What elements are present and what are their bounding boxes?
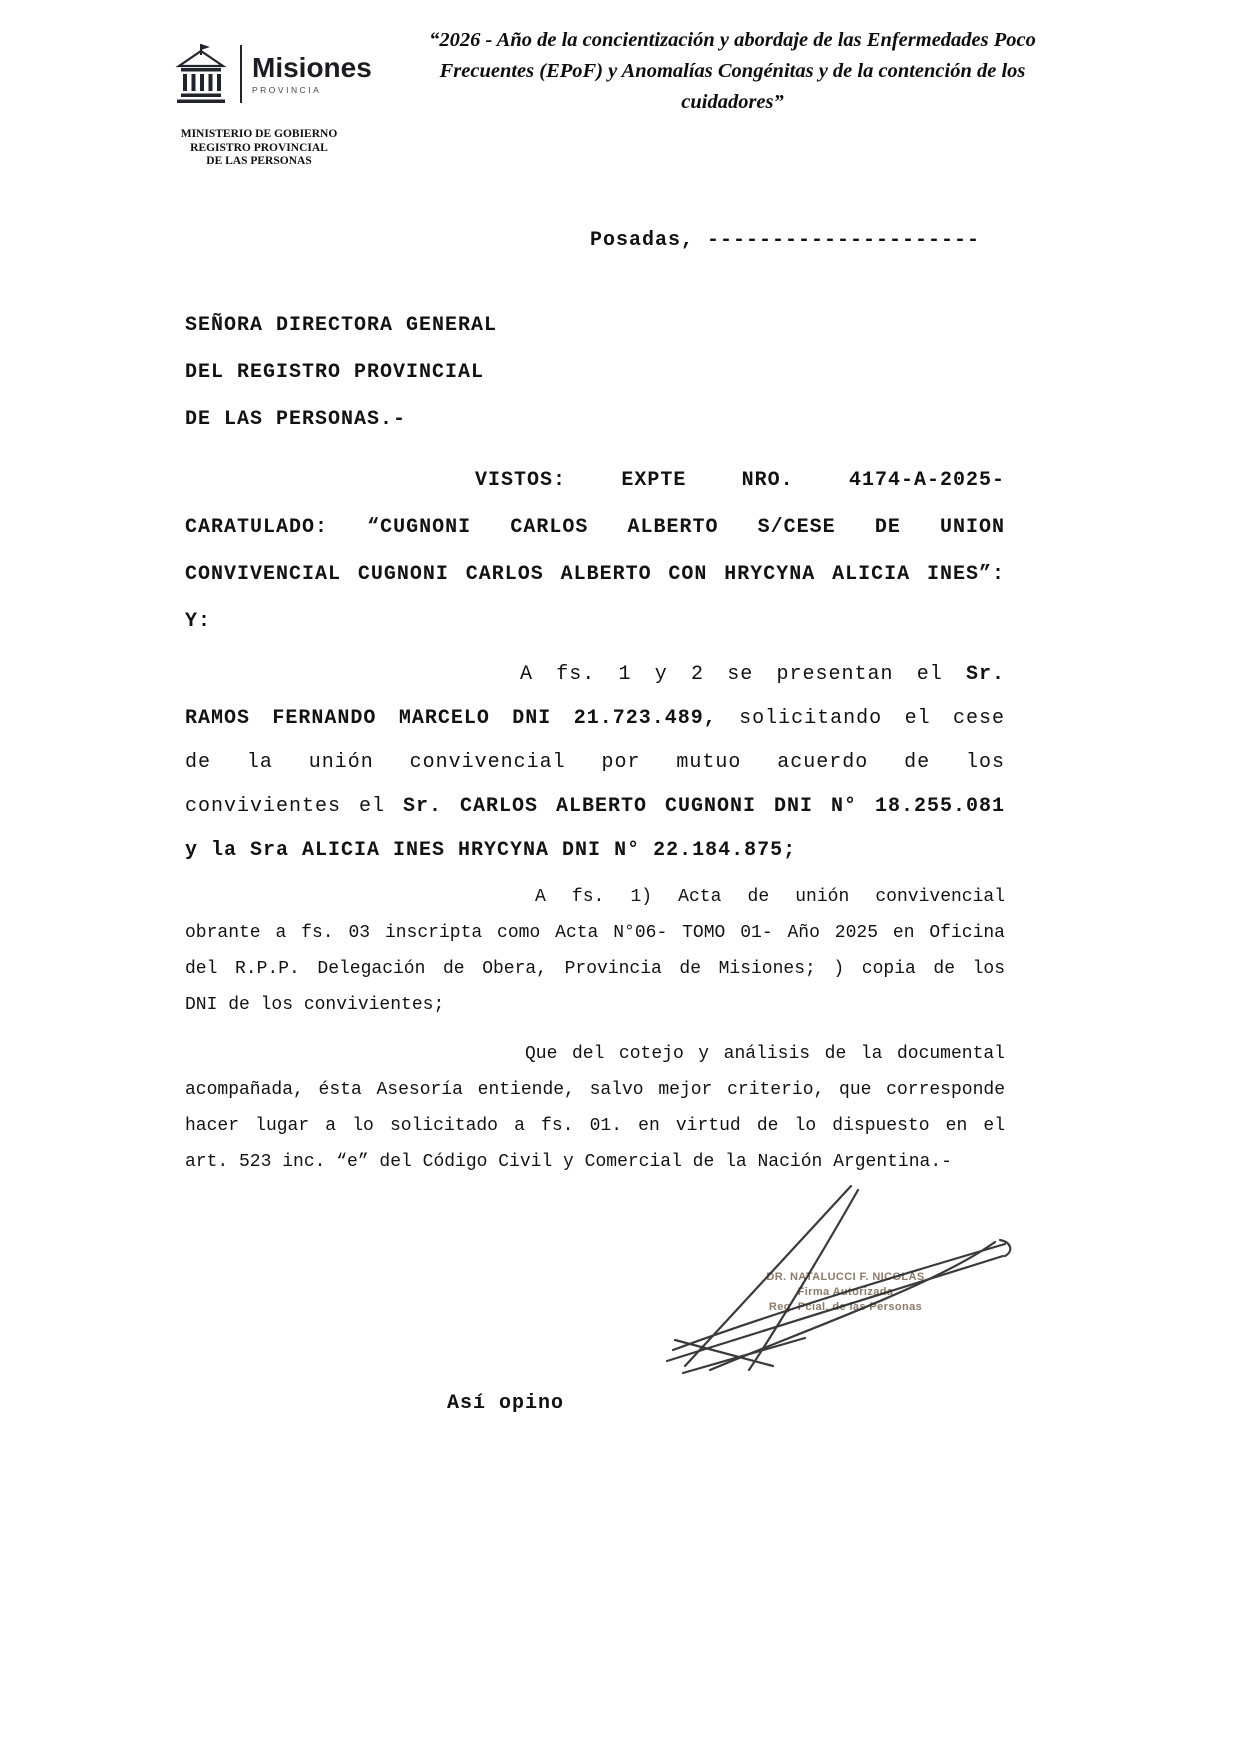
opinion-line: art. 523 inc. “e” del Código Civil y Comercial de la Nación Argentina.- <box>185 1152 952 1172</box>
addressee-line: DEL REGISTRO PROVINCIAL <box>185 361 485 384</box>
signature-block <box>655 1180 1020 1380</box>
presentation-line <box>185 741 1005 785</box>
addressee-line: SEÑORA DIRECTORA GENERAL <box>185 314 498 337</box>
text-segment: A fs. 1 y 2 se presentan el <box>520 663 966 686</box>
acta-line: del R.P.P. Delegación de Obera, Provincia de Misiones; ) copia de los <box>185 959 1005 979</box>
vistos-line: VISTOS: EXPTE NRO. 4174-A-2025- <box>475 469 1005 492</box>
text-segment: convivientes el <box>185 795 403 818</box>
acta-paragraph <box>185 879 1005 1023</box>
presentation-line <box>185 829 1005 873</box>
date-line: Posadas, --------------------- <box>590 229 981 252</box>
header-quote: “2026 - Año de la concientización y abordaje de las Enfermedades Poco Frecuentes (EPoF) y Anomalías Congénitas y de la contención de los cuidadores” <box>429 29 1036 113</box>
stamp-line: Reg. Pcial. de las Personas <box>768 1301 923 1313</box>
closing-line: Así opino <box>447 1392 565 1415</box>
logo-name: Misiones <box>252 51 372 83</box>
letter-body <box>185 0 1005 1180</box>
logo-subtitle: PROVINCIA <box>252 84 322 95</box>
text-segment-bold: Sr. <box>965 663 1005 686</box>
vistos-line: CONVIVENCIAL CUGNONI CARLOS ALBERTO CON HRYCYNA ALICIA INES”: <box>185 563 1005 586</box>
opinion-line: acompañada, ésta Asesoría entiende, salvo mejor criterio, que corresponde <box>185 1080 1005 1100</box>
stamp-line: Firma Autorizada <box>797 1286 894 1298</box>
ministry-line: DE LAS PERSONAS <box>206 155 312 167</box>
acta-line: DNI de los convivientes; <box>185 995 445 1015</box>
text-segment-bold: Sr. CARLOS ALBERTO CUGNONI DNI N° 18.255.081 <box>403 795 1005 818</box>
stamp-line: DR. NATALUCCI F. NICOLAS <box>766 1271 925 1283</box>
acta-line: obrante a fs. 03 inscripta como Acta N°06- TOMO 01- Año 2025 en Oficina <box>185 923 1005 943</box>
ministry-line: REGISTRO PROVINCIAL <box>190 141 328 154</box>
presentation-paragraph <box>185 653 1005 873</box>
ministry-line: MINISTERIO DE GOBIERNO <box>180 128 338 140</box>
presentation-line <box>185 653 1005 697</box>
acta-line: A fs. 1) Acta de unión convivencial <box>535 887 1005 907</box>
vistos-line: CARATULADO: “CUGNONI CARLOS ALBERTO S/CESE DE UNION <box>185 516 1005 539</box>
presentation-line <box>185 785 1005 829</box>
handwritten-signature-strokes <box>655 1180 1020 1380</box>
opinion-line: Que del cotejo y análisis de la documental <box>525 1044 1005 1064</box>
vistos-paragraph <box>185 457 1005 645</box>
addressee-block <box>185 302 1005 443</box>
text-segment-bold: y la Sra ALICIA INES HRYCYNA DNI N° 22.184.875; <box>185 839 797 862</box>
text-segment-bold: RAMOS FERNANDO MARCELO DNI 21.723.489, <box>185 707 717 730</box>
addressee-line: DE LAS PERSONAS.- <box>185 408 407 431</box>
text-segment: solicitando el cese <box>716 707 1005 730</box>
opinion-paragraph <box>185 1036 1005 1180</box>
opinion-line: hacer lugar a lo solicitado a fs. 01. en virtud de lo dispuesto en el <box>185 1116 1005 1136</box>
vistos-line: Y: <box>185 610 212 633</box>
presentation-line <box>185 697 1005 741</box>
text-segment: de la unión convivencial por mutuo acuerdo de los <box>185 751 1005 774</box>
